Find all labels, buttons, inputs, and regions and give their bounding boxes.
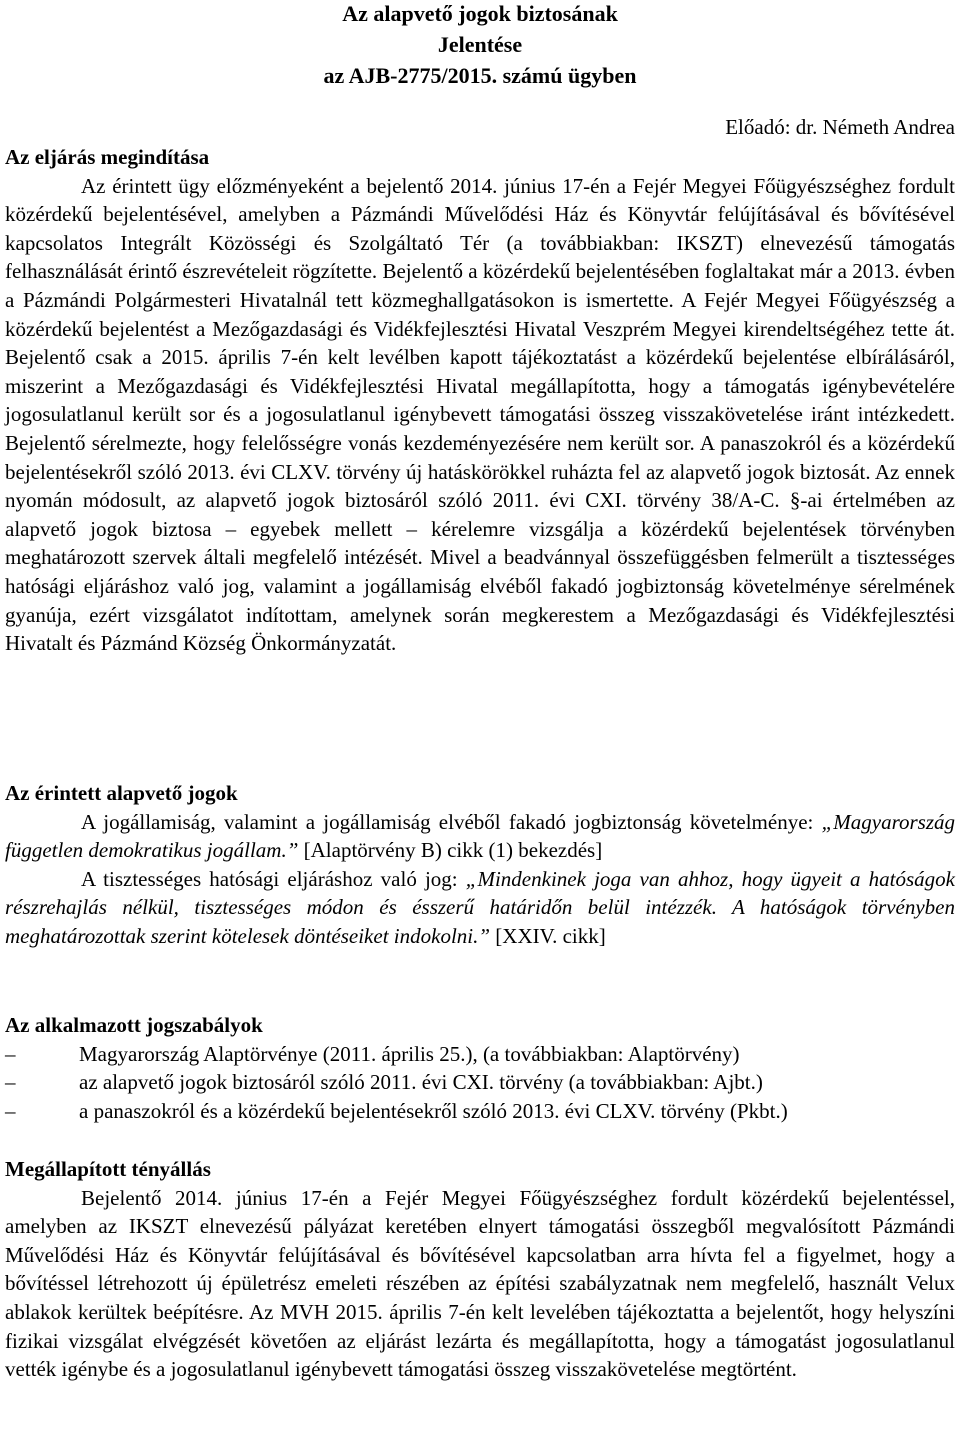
list-item [5, 1068, 955, 1097]
list-item-text: Magyarország Alaptörvénye (2011. április 25.), (a továbbiakban: Alaptörvény) [79, 1041, 740, 1066]
report-title [0, 0, 960, 91]
list-item-text: az alapvető jogok biztosáról szóló 2011. évi CXI. törvény (a továbbiakban: Ajbt.) [79, 1070, 763, 1095]
title-line-2: Jelentése [437, 32, 523, 57]
quote: „Magyarország független demokratikus jogállam.” [5, 809, 955, 863]
quote: „Mindenkinek joga van ahhoz, hogy ügyeit a hatóságok részrehajlás nélkül, tisztességes módon és ésszerű határidőn belül intézzék. A hatóságok törvényben meghatározottak szerint kötelesek döntéseiket indokolni.” [5, 866, 955, 948]
rights-paragraph-1 [5, 808, 955, 865]
paragraph-text: A tisztességes hatósági eljáráshoz való jog: [81, 866, 466, 891]
dash-bullet: – [5, 1098, 16, 1123]
section-heading: Az érintett alapvető jogok [5, 781, 238, 805]
title-line-3: az AJB-2775/2015. számú ügyben [323, 63, 637, 88]
citation: [XXIV. cikk] [490, 923, 606, 948]
dash-bullet: – [5, 1041, 16, 1066]
law-list [5, 1040, 955, 1126]
title-line-1: Az alapvető jogok biztosának [342, 1, 618, 26]
section-body: Bejelentő 2014. június 17-én a Fejér Megyei Főügyészséghez fordult közérdekű bejelentéssel, amelyben az IKSZT elnevezésű pályázat keretében elnyert támogatási összegből megvalósított Pázmándi Művelődési Ház és Könyvtár felújításával és bővítésével kapcsolatban arra hívta fel a figyelmet, hogy a bővítéssel létrehozott új épületrész emeleti részében az építési szabályzatnak nem megfelelő, használt Velux ablakok kerültek beépítésre. Az MVH 2015. április 7-én kelt levelében tájékoztatta a bejelentőt, hogy helyszíni fizikai vizsgálat elvégzését követően az eljárást lezárta és megállapította, hogy a támogatást jogosulatlanul vették igénybe és a jogosulatlanul igénybevett támogatási összeg visszakövetelése megtörtént. [5, 1185, 955, 1382]
section-initiation [5, 143, 955, 658]
rights-paragraph-2 [5, 865, 955, 951]
paragraph-text: A jogállamiság, valamint a jogállamiság elvéből fakadó jogbiztonság követelménye: [81, 809, 822, 834]
list-item [5, 1040, 955, 1069]
section-heading: Az eljárás megindítása [5, 145, 210, 169]
section-laws [5, 1011, 955, 1125]
section-heading: Az alkalmazott jogszabályok [5, 1013, 263, 1037]
list-item-text: a panaszokról és a közérdekű bejelentésekről szóló 2013. évi CLXV. törvény (Pkbt.) [79, 1098, 788, 1123]
dash-bullet: – [5, 1070, 16, 1095]
section-facts [5, 1155, 955, 1384]
section-body: Az érintett ügy előzményeként a bejelentő 2014. június 17-én a Fejér Megyei Főügyészséghez fordult közérdekű bejelentésével, amelyben a Pázmándi Művelődési Ház és Könyvtár felújításával és bővítésével kapcsolatos Integrált Közösségi és Szolgáltató Tér (a továbbiakban: IKSZT) elnevezésű támogatás felhasználását érintő észrevételeit rögzítette. Bejelentő a közérdekű bejelentésében foglaltakat már a 2013. évben a Pázmándi Polgármesteri Hivatalnál tett közmeghallgatásokon is ismertette. A Fejér Megyei Főügyészség a közérdekű bejelentést a Mezőgazdasági és Vidékfejlesztési Hivatal Veszprém Megyei kirendeltségéhez tette át. Bejelentő csak a 2015. április 7-én kelt levélben kapott tájékoztatást a közérdekű bejelentése elbírálásáról, miszerint a Mezőgazdasági és Vidékfejlesztési Hivatal megállapította, hogy a támogatás igénybevételére jogosulatlanul került sor és a jogosulatlanul igénybevett támogatási összeg visszakövetelése iránt intézkedett. Bejelentő sérelmezte, hogy felelősségre vonás kezdeményezésére nem került sor. A panaszokról és a közérdekű bejelentésekről szóló 2013. évi CLXV. törvény új hatáskörökkel ruházta fel az alapvető jogok biztosát. Az ennek nyomán módosult, az alapvető jogok biztosáról szóló 2011. évi CXI. törvény 38/A-C. §-ai értelmében az alapvető jogok biztosa – egyebek mellett – kérelemre vizsgálja a közérdekű bejelentések törvényben meghatározott szervek általi megfelelő intézését. Mivel a beadvánnyal összefüggésben felmerült a tisztességes hatósági eljáráshoz való jog, valamint a jogállamiság elvéből fakadó jogbiztonság követelménye sérelmének gyanúja, ezért vizsgálatot indítottam, amelynek során megkerestem a Mezőgazdasági és Vidékfejlesztési Hivatalt és Pázmánd Község Önkormányzatát. [5, 173, 955, 656]
list-item [5, 1097, 955, 1126]
section-heading: Megállapított tényállás [5, 1157, 211, 1181]
citation: [Alaptörvény B) cikk (1) bekezdés] [298, 838, 603, 863]
presenter: Előadó: dr. Németh Andrea [725, 115, 955, 139]
section-rights [5, 779, 955, 951]
